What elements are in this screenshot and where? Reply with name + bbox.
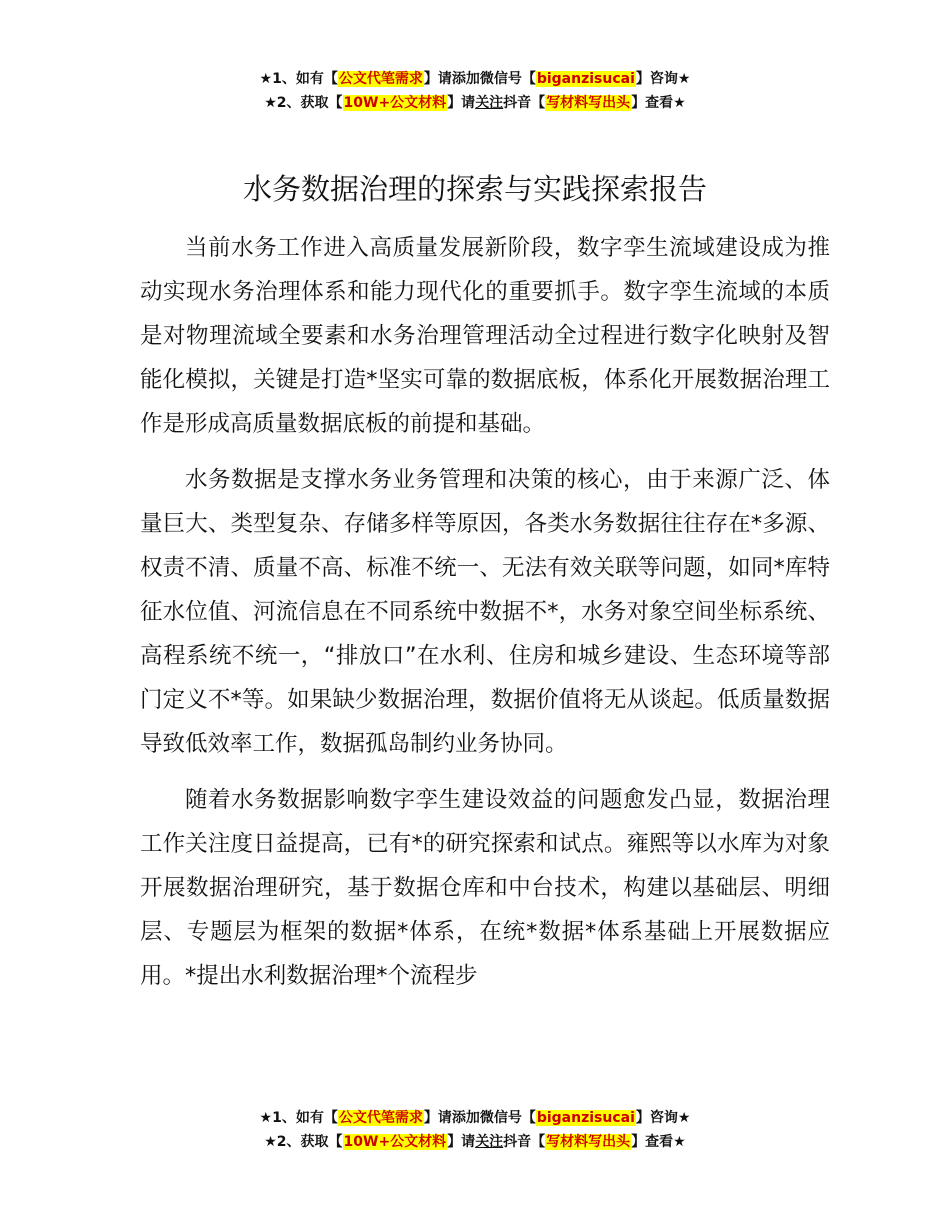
banner-text: ★2、获取【 [264, 95, 343, 111]
body-paragraph-1: 当前水务工作进入高质量发展新阶段，数字孪生流域建设成为推动实现水务治理体系和能力现代化的重要抓手。数字孪生流域的本质是对物理流域全要素和水务治理管理活动全过程进行数字化映射及智能化模拟，关键是打造*坚实可靠的数据底板，体系化开展数据治理工作是形成高质量数据底板的前提和基础。 [140, 235, 830, 437]
header-banner-line-2 [0, 91, 950, 115]
banner-text: ★1、如有【 [259, 1110, 338, 1126]
banner-highlight: 10W+公文材料 [343, 95, 447, 111]
header-banner [0, 67, 950, 115]
banner-text: 】请添加微信号【 [423, 1110, 536, 1126]
banner-underlined: 关注 [475, 1134, 504, 1150]
document-body [140, 226, 830, 1010]
banner-text: 】查看★ [631, 1134, 686, 1150]
body-paragraph-2: 水务数据是支撑水务业务管理和决策的核心，由于来源广泛、体量巨大、类型复杂、存储多样等原因，各类水务数据往往存在*多源、权责不清、质量不高、标准不统一、无法有效关联等问题，如同*库特征水位值、河流信息在不同系统中数据不*，水务对象空间坐标系统、高程系统不统一，“排放口”在水利、住房和城乡建设、生态环境等部门定义不*等。如果缺少数据治理，数据价值将无从谈起。低质量数据导致低效率工作，数据孤岛制约业务协同。 [140, 467, 830, 757]
banner-text: 】查看★ [631, 95, 686, 111]
banner-text: 】请 [447, 1134, 476, 1150]
banner-text: 】请添加微信号【 [423, 71, 536, 87]
banner-text: 】咨询★ [635, 1110, 691, 1126]
body-paragraph-3: 随着水务数据影响数字孪生建设效益的问题愈发凸显，数据治理工作关注度日益提高，已有*的研究探索和试点。雍熙等以水库为对象开展数据治理研究，基于数据仓库和中台技术，构建以基础层、明细层、专题层为框架的数据*体系，在统*数据*体系基础上开展数据应用。*提出水利数据治理*个流程步 [140, 787, 830, 989]
banner-highlight: 公文代笔需求 [338, 71, 423, 87]
banner-text: ★1、如有【 [259, 71, 338, 87]
banner-highlight: 写材料写出头 [546, 95, 631, 111]
document-title: 水务数据治理的探索与实践探索报告 [242, 172, 707, 206]
banner-text: 】请 [447, 95, 476, 111]
banner-text: 抖音【 [503, 1134, 546, 1150]
banner-text: 抖音【 [503, 95, 546, 111]
header-banner-line-1 [0, 67, 950, 91]
footer-banner [0, 1106, 950, 1154]
banner-underlined: 关注 [475, 95, 504, 111]
footer-banner-line-1 [0, 1106, 950, 1130]
banner-text: ★2、获取【 [264, 1134, 343, 1150]
footer-banner-line-2 [0, 1130, 950, 1154]
banner-text: 】咨询★ [635, 71, 691, 87]
banner-wechat-id: biganzisucai [536, 71, 635, 87]
banner-highlight: 公文代笔需求 [338, 1110, 423, 1126]
banner-wechat-id: biganzisucai [536, 1110, 635, 1126]
banner-highlight: 10W+公文材料 [343, 1134, 447, 1150]
banner-highlight: 写材料写出头 [546, 1134, 631, 1150]
